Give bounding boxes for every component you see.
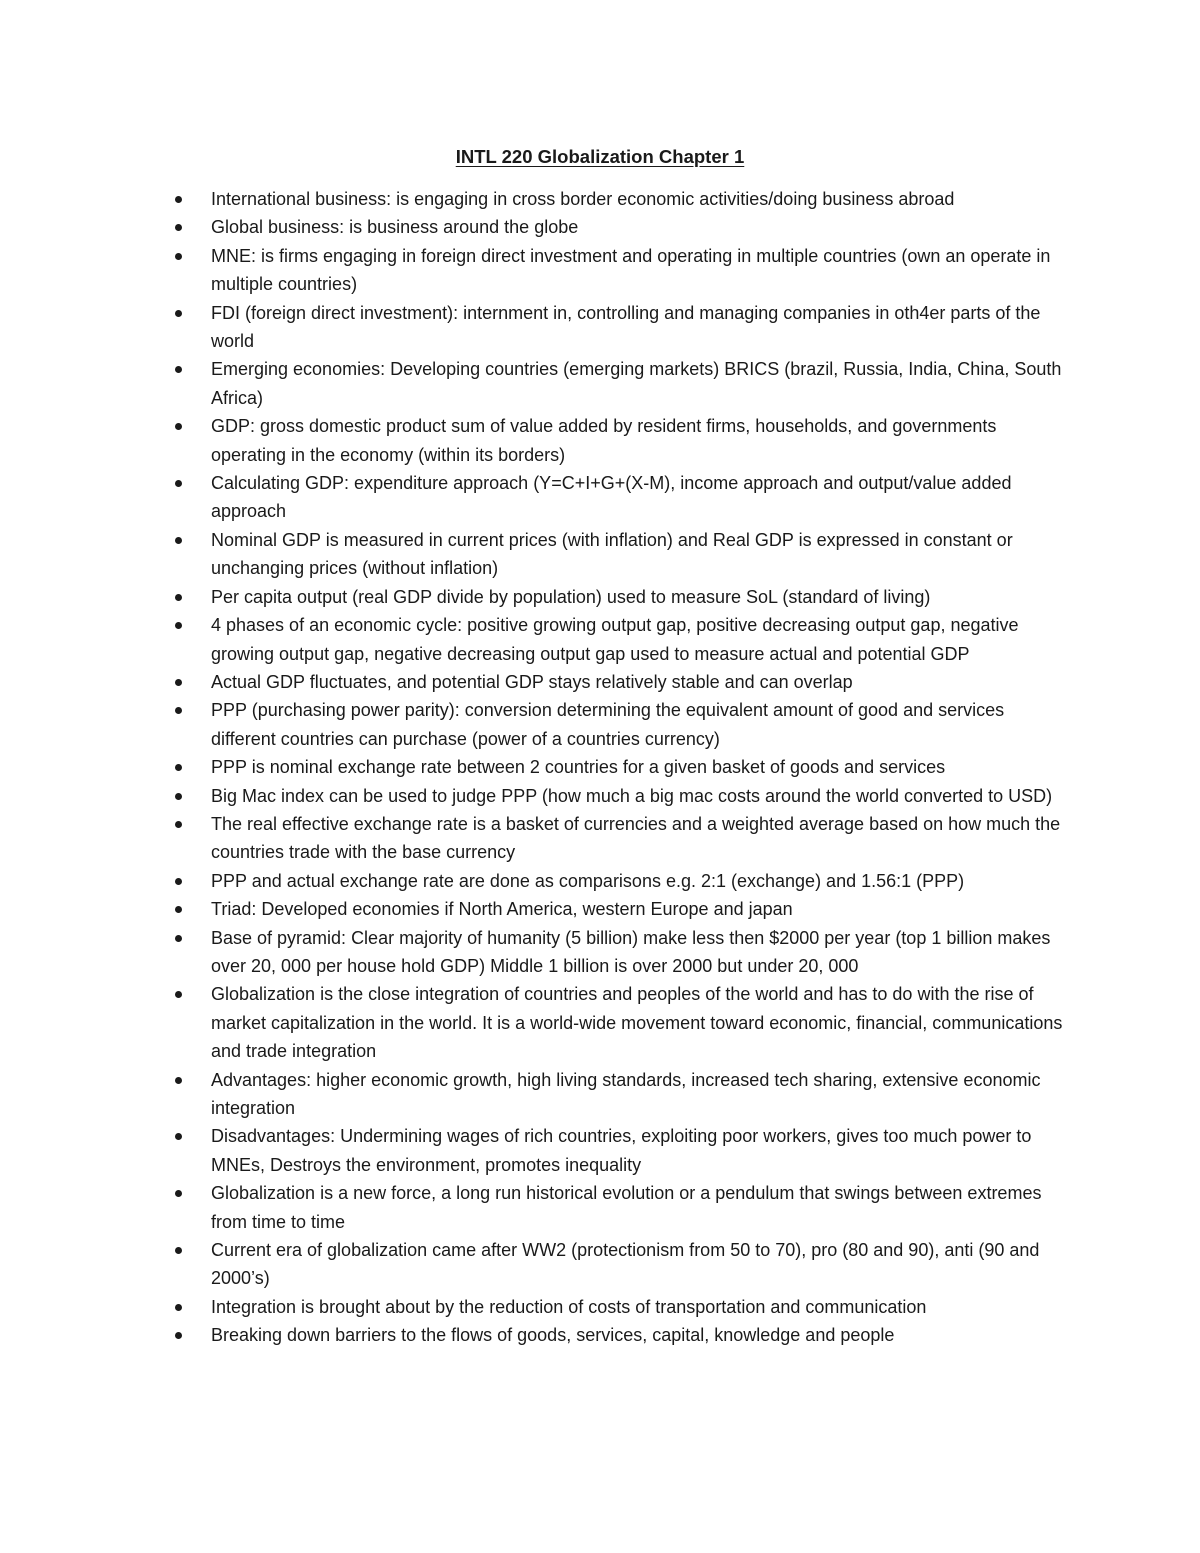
bullet-dot-icon [175, 1190, 182, 1197]
bullet-text: Breaking down barriers to the flows of goods, services, capital, knowledge and people [211, 1325, 895, 1346]
list-item [173, 753, 1073, 781]
bullet-text: FDI (foreign direct investment): internment in, controlling and managing companies in oth4er parts of the world [211, 302, 1041, 352]
bullet-text: Per capita output (real GDP divide by population) used to measure SoL (standard of living) [211, 586, 931, 607]
bullet-dot-icon [175, 679, 182, 686]
bullet-text: 4 phases of an economic cycle: positive growing output gap, positive decreasing output gap, negative growing output gap, negative decreasing output gap used to measure actual and potential GDP [211, 615, 1019, 664]
bullet-text: Globalization is a new force, a long run historical evolution or a pendulum that swings between extremes from time to time [211, 1183, 1042, 1232]
bullet-dot-icon [175, 310, 182, 317]
list-item [173, 980, 1073, 1065]
bullet-text: Emerging economies: Developing countries (emerging markets) BRICS (brazil, Russia, India, China, South Africa) [211, 359, 1062, 408]
bullet-text: Triad: Developed economies if North America, western Europe and japan [211, 899, 793, 920]
bullet-text: Disadvantages: Undermining wages of rich countries, exploiting poor workers, gives too much power to MNEs, Destroys the environment, promotes inequality [211, 1126, 1032, 1175]
bullet-dot-icon [175, 906, 182, 913]
bullet-text: MNE: is firms engaging in foreign direct investment and operating in multiple countries (own an operate in multiple countries) [211, 245, 1051, 295]
bullet-dot-icon [175, 480, 182, 487]
bullet-text: Calculating GDP: expenditure approach (Y=C+I+G+(X-M), income approach and output/value added approach [211, 473, 1012, 522]
list-item [173, 1293, 1073, 1321]
list-item [173, 895, 1073, 923]
list-item [173, 469, 1073, 526]
list-item [173, 355, 1073, 412]
list-item [173, 1236, 1073, 1293]
bullet-text: Globalization is the close integration of countries and peoples of the world and has to do with the rise of market capitalization in the world. It is a world-wide movement toward economic, financial, communications and trade integration [211, 984, 1063, 1062]
bullet-dot-icon [175, 935, 182, 942]
bullet-dot-icon [175, 196, 182, 203]
bullet-dot-icon [175, 1332, 182, 1339]
list-item [173, 611, 1073, 668]
bullet-text: The real effective exchange rate is a basket of currencies and a weighted average based on how much the countries trade with the base currency [211, 813, 1061, 863]
bullet-dot-icon [175, 1077, 182, 1084]
bullet-text: PPP is nominal exchange rate between 2 countries for a given basket of goods and services [211, 757, 946, 778]
list-item [173, 696, 1073, 753]
bullet-text: Nominal GDP is measured in current prices (with inflation) and Real GDP is expressed in constant or unchanging prices (without inflation) [211, 529, 1013, 579]
bullet-text: Global business: is business around the globe [211, 217, 579, 238]
list-item [173, 924, 1073, 981]
bullet-text: Integration is brought about by the reduction of costs of transportation and communication [211, 1296, 927, 1317]
bullet-text: Base of pyramid: Clear majority of humanity (5 billion) make less then $2000 per year (top 1 billion makes over 20, 000 per house hold GDP) Middle 1 billion is over 2000 but under 20, 000 [211, 927, 1051, 976]
list-item [173, 1321, 1073, 1349]
bullet-dot-icon [175, 1247, 182, 1254]
list-item [173, 782, 1073, 810]
bullet-dot-icon [175, 793, 182, 800]
bullet-dot-icon [175, 1304, 182, 1311]
bullet-dot-icon [175, 878, 182, 885]
list-item [173, 1122, 1073, 1179]
list-item [173, 583, 1073, 611]
list-item [173, 242, 1073, 299]
bullet-text: PPP (purchasing power parity): conversion determining the equivalent amount of good and services different countries can purchase (power of a countries currency) [211, 700, 1005, 749]
bullet-dot-icon [175, 366, 182, 373]
bullet-dot-icon [175, 991, 182, 998]
bullet-text: Current era of globalization came after WW2 (protectionism from 50 to 70), pro (80 and 90), anti (90 and 2000’s) [211, 1240, 1040, 1289]
bullet-dot-icon [175, 224, 182, 231]
bullet-text: Big Mac index can be used to judge PPP (how much a big mac costs around the world converted to USD) [211, 785, 1053, 806]
bullet-dot-icon [175, 253, 182, 260]
bullet-dot-icon [175, 764, 182, 771]
bullet-text: PPP and actual exchange rate are done as comparisons e.g. 2:1 (exchange) and 1.56:1 (PPP) [211, 870, 965, 891]
bullet-text: Actual GDP fluctuates, and potential GDP stays relatively stable and can overlap [211, 671, 853, 692]
bullet-dot-icon [175, 423, 182, 430]
list-item [173, 299, 1073, 356]
list-item [173, 213, 1073, 241]
list-item [173, 1179, 1073, 1236]
list-item [173, 412, 1073, 469]
list-item [173, 668, 1073, 696]
bullet-dot-icon [175, 537, 182, 544]
bullet-dot-icon [175, 707, 182, 714]
bullet-dot-icon [175, 821, 182, 828]
list-item [173, 867, 1073, 895]
bullet-text: International business: is engaging in cross border economic activities/doing business abroad [211, 189, 955, 209]
bullet-dot-icon [175, 1133, 182, 1140]
bullet-dot-icon [175, 622, 182, 629]
bullet-text: Advantages: higher economic growth, high living standards, increased tech sharing, extensive economic integration [211, 1069, 1041, 1118]
bullet-list [173, 185, 1073, 1350]
document-title: INTL 220 Globalization Chapter 1 [455, 146, 745, 167]
list-item [173, 810, 1073, 867]
list-item [173, 185, 1073, 213]
bullet-text: GDP: gross domestic product sum of value added by resident firms, households, and governments operating in the economy (within its borders) [211, 416, 997, 465]
list-item [173, 1066, 1073, 1123]
list-item [173, 526, 1073, 583]
bullet-dot-icon [175, 594, 182, 601]
